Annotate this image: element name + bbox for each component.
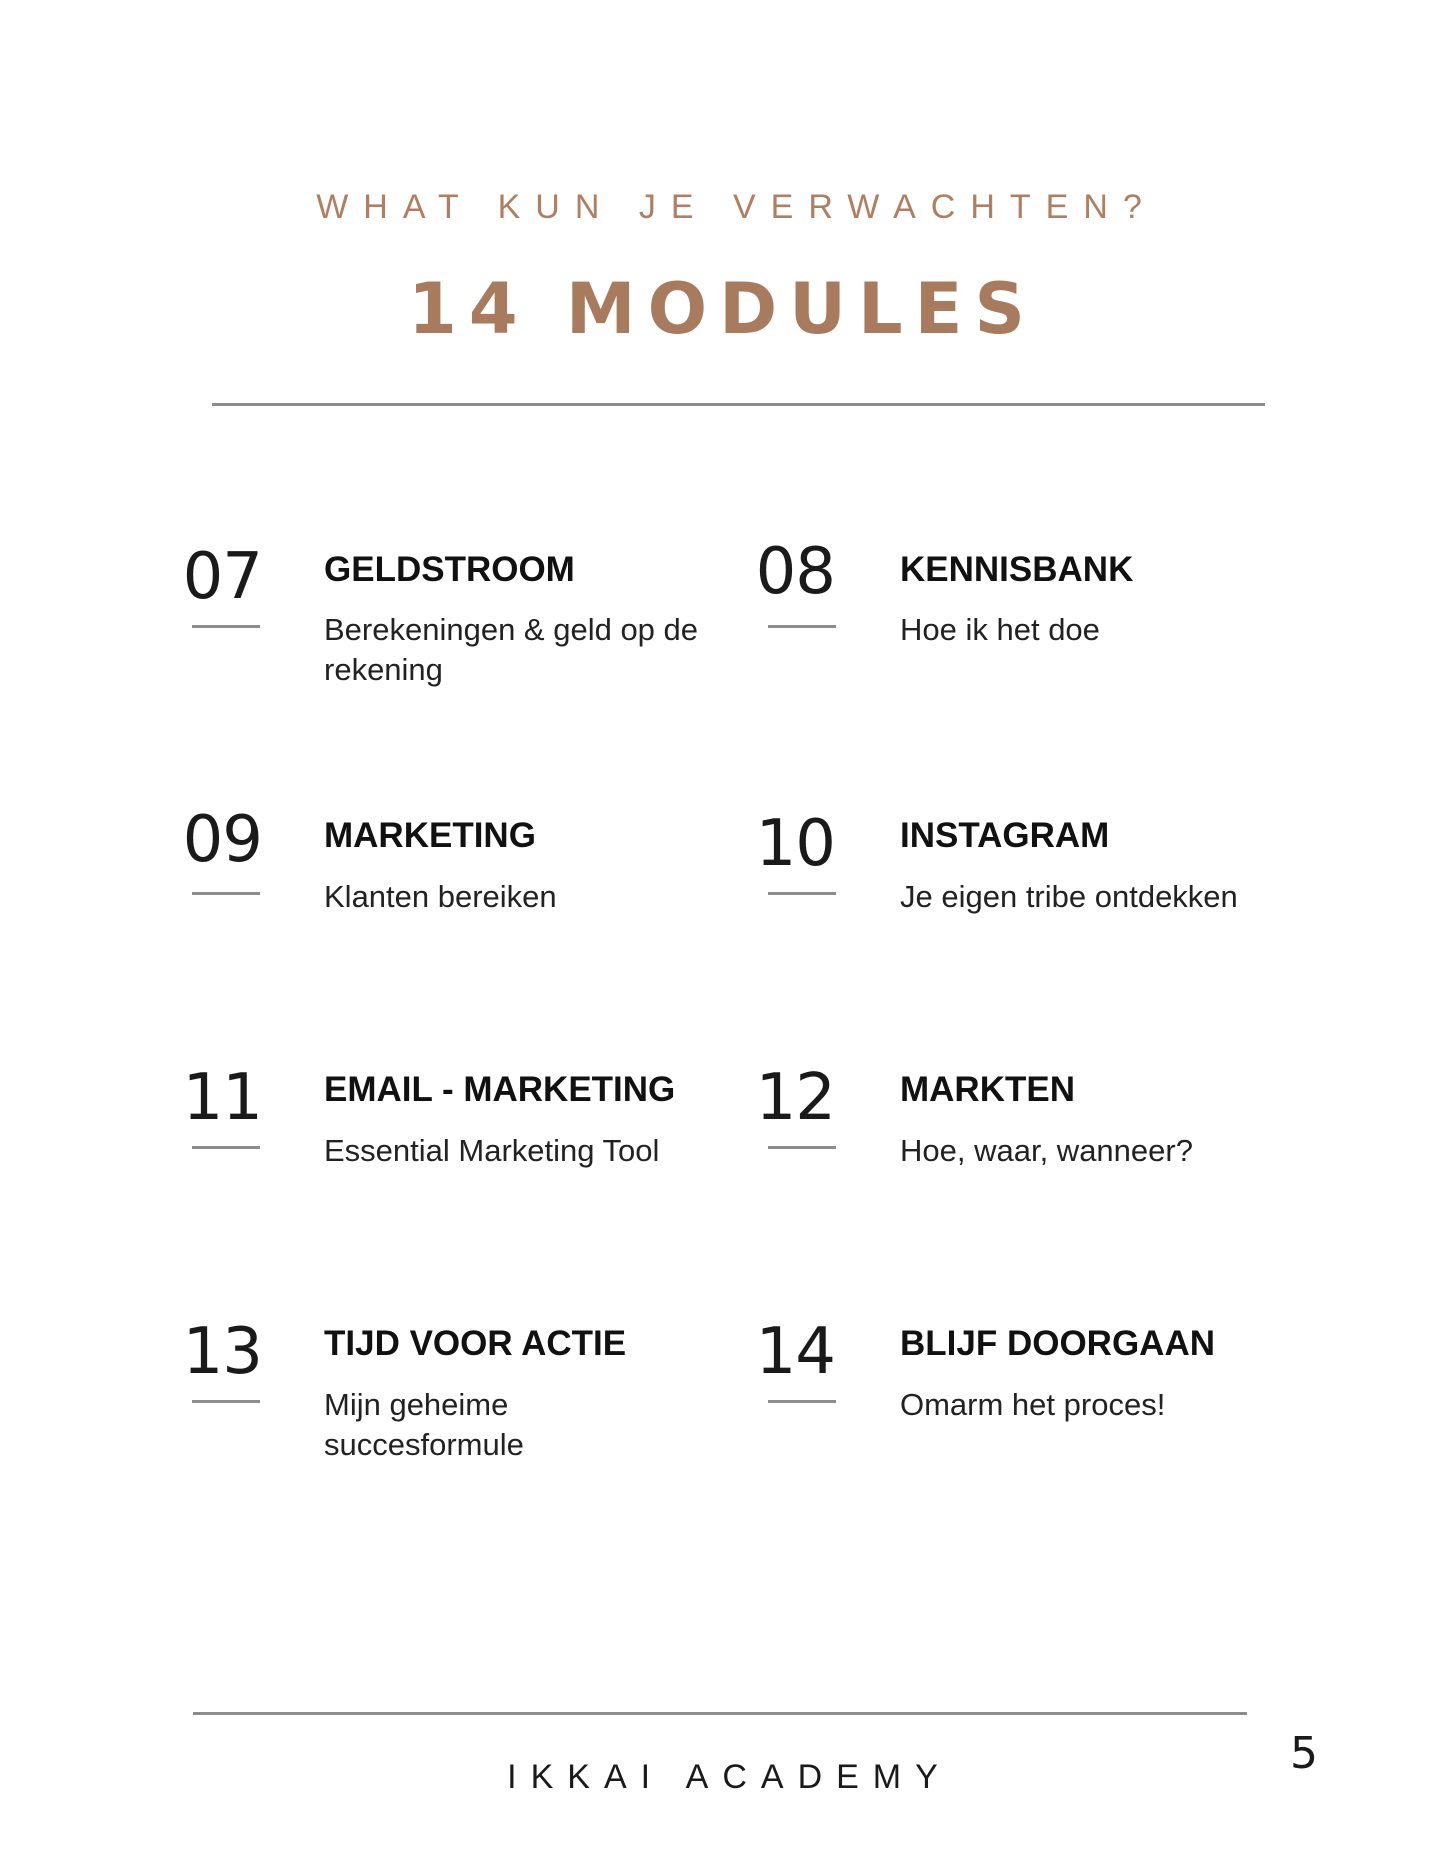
module-number: 13: [182, 1315, 262, 1389]
module-number: 10: [755, 807, 835, 881]
module-description: Mijn geheime succesformule: [324, 1387, 524, 1462]
footer-brand: IKKAI ACADEMY: [507, 1758, 952, 1796]
module-description: Hoe, waar, wanneer?: [900, 1133, 1193, 1168]
module-dash: [192, 1400, 260, 1403]
module-dash: [192, 1146, 260, 1149]
module-title: BLIJF DOORGAAN: [900, 1324, 1215, 1363]
module-title: EMAIL - MARKETING: [324, 1070, 676, 1109]
module-title: INSTAGRAM: [900, 816, 1110, 855]
module-title: MARKETING: [324, 816, 536, 855]
module-title: GELDSTROOM: [324, 550, 575, 589]
module-dash: [192, 892, 260, 895]
module-description: Klanten bereiken: [324, 879, 557, 914]
module-dash: [768, 1146, 836, 1149]
page-number: 5: [1290, 1728, 1318, 1779]
module-description: Essential Marketing Tool: [324, 1133, 660, 1168]
module-description: Omarm het proces!: [900, 1387, 1166, 1422]
module-title: TIJD VOOR ACTIE: [324, 1324, 627, 1363]
module-dash: [192, 625, 260, 628]
page-title: 14 MODULES: [408, 268, 1037, 350]
module-description: Hoe ik het doe: [900, 612, 1100, 647]
module-number: 12: [755, 1061, 835, 1135]
module-title: MARKTEN: [900, 1070, 1075, 1109]
module-title: KENNISBANK: [900, 550, 1134, 589]
module-description: Je eigen tribe ontdekken: [900, 879, 1238, 914]
module-number: 11: [182, 1061, 262, 1135]
bottom-divider: [193, 1712, 1247, 1715]
module-dash: [768, 625, 836, 628]
page-kicker: WHAT KUN JE VERWACHTEN?: [316, 188, 1157, 226]
top-divider: [212, 403, 1265, 406]
module-dash: [768, 892, 836, 895]
module-number: 14: [755, 1315, 835, 1389]
module-number: 07: [182, 540, 262, 614]
module-number: 08: [755, 535, 835, 609]
module-description: Berekeningen & geld op de rekening: [324, 612, 699, 687]
module-number: 09: [182, 803, 262, 877]
module-dash: [768, 1400, 836, 1403]
